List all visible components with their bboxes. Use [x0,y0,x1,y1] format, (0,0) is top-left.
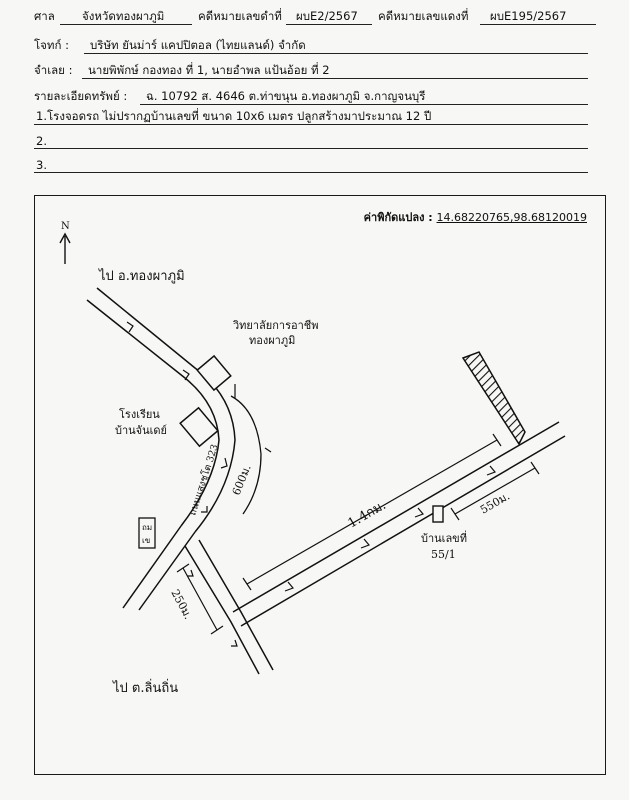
school-label-1: โรงเรียน [119,408,160,421]
land-parcel-hatched [463,352,525,444]
dist-600-label: 600ม. [229,462,254,498]
dist-250-label: 250ม. [168,587,195,622]
dist-14-label: 1.4กม. [345,497,389,532]
route-map [35,196,605,774]
north-arrow-icon [60,234,70,264]
dist-600-marker [235,384,271,452]
item1-text: 1.โรงจอดรถ ไม่ปรากฏบ้านเลขที่ ขนาด 10x6 เมตร ปลูกสร้างมาประมาณ 12 ปี [36,109,432,123]
house-label-1: บ้านเลขที่ [421,532,467,545]
dist-550-label: 550ม. [478,489,512,517]
coordinates-label: ค่าพิกัดแปลง : [363,211,433,224]
north-label: N [61,221,70,232]
college-building [197,356,231,390]
road-to-house [233,422,565,626]
black-case-value: ผบE2/2567 [296,9,358,23]
school-label-2: บ้านจันเดย์ [115,424,167,437]
college-label-2: ทองผาภูมิ [249,334,296,347]
defendant-label: จำเลย : [34,63,73,77]
house-label-2: 55/1 [431,548,456,561]
property-value: ฉ. 10792 ส. 4646 ต.ท่าขนุน อ.ทองผาภูมิ จ.กาญจนบุรี [146,89,426,103]
landmark-label-1: ถม [142,523,153,532]
to-linthin-label: ไป ต.ลิ่นถิ่น [113,681,179,696]
road-name-label: ถนนแสงชูโต 323 [187,442,221,517]
coordinates-value: 14.68220765,98.68120019 [436,211,587,224]
property-label: รายละเอียดทรัพย์ : [34,89,128,103]
highway-323 [87,288,235,532]
item2-text: 2. [36,134,47,148]
item3-text: 3. [36,158,47,172]
court-label: ศาล [34,9,55,23]
black-case-label: คดีหมายเลขดำที่ [198,9,282,23]
map-frame [34,195,606,775]
to-thongphaphum-label: ไป อ.ทองผาภูมิ [99,269,185,284]
plaintiff-label: โจทก์ : [34,38,69,52]
house-55-1-marker [433,506,443,522]
item2-underline [34,148,588,149]
landmark-label-2: เข [142,536,151,545]
red-case-label: คดีหมายเลขแดงที่ [378,9,469,23]
service-road [231,396,261,514]
item3-underline [34,172,588,173]
red-case-value: ผบE195/2567 [490,9,567,23]
plaintiff-value: บริษัท ยันม่าร์ แคปปิตอล (ไทยแลนด์) จำกัด [90,38,306,52]
defendant-value: นายพิพักษ์ กองทอง ที่ 1, นายอำพล แป้นอ้อย ที่ 2 [88,63,330,77]
dist-550-marker [451,462,539,520]
college-label-1: วิทยาลัยการอาชีพ [233,319,319,332]
court-value: จังหวัดทองผาภูมิ [82,9,165,23]
